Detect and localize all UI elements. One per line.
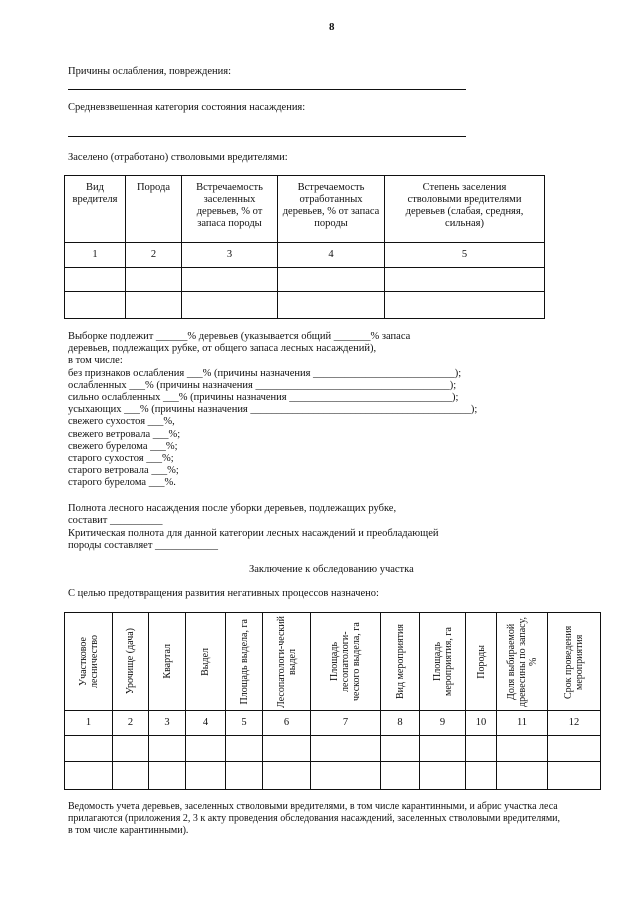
condition-category-label: Средневзвешенная категория состояния насаждения: — [68, 102, 306, 113]
pests-table-cell[interactable] — [278, 292, 385, 319]
measures-table-header-label: Лесопатологи-ческий выдел — [275, 615, 298, 708]
pests-table-col-number: 1 — [65, 243, 126, 268]
page-number: 8 — [329, 21, 335, 33]
measures-table-header-label: Выдел — [200, 647, 211, 676]
pests-table-header: Встречаемость отработанных деревьев, % от запаса породы — [278, 176, 385, 243]
pests-table-header: Степень заселения стволовыми вредителями деревьев (слабая, средняя, сильная) — [385, 176, 545, 243]
pests-table-header-row — [65, 176, 545, 243]
measures-table-header — [548, 613, 601, 711]
measures-table-header-label: Срок проведения мероприятия — [563, 624, 585, 699]
measures-table-col-number: 4 — [186, 711, 226, 736]
measures-table-col-number: 3 — [149, 711, 186, 736]
measures-table-header-label: Площадь мероприятия, га — [431, 627, 454, 696]
pests-table-number-row — [65, 243, 545, 268]
pests-table-col-number: 4 — [278, 243, 385, 268]
pests-table-cell[interactable] — [385, 292, 545, 319]
measures-table-col-number: 12 — [548, 711, 601, 736]
conclusion-title: Заключение к обследованию участка — [249, 564, 414, 575]
measures-table-header — [65, 613, 113, 711]
selection-line: свежего бурелома ___%; — [68, 441, 178, 452]
selection-line: деревьев, подлежащих рубке, от общего запаса лесных насаждений), — [68, 343, 377, 354]
pests-table-row — [65, 292, 545, 319]
selection-line: Выборке подлежит ______% деревьев (указывается общий _______% запаса — [68, 331, 411, 342]
measures-table-col-number: 11 — [497, 711, 548, 736]
measures-table-header — [186, 613, 226, 711]
footer-line: прилагаются (приложения 2, 3 к акту проведения обследования насаждений, заселенных стволовыми вредителями, — [68, 813, 560, 824]
measures-table-col-number: 10 — [466, 711, 497, 736]
measures-table-cell[interactable] — [113, 736, 149, 762]
pests-table-cell[interactable] — [385, 268, 545, 292]
selection-line: ослабленных ___% (причины назначения _____________________________________); — [68, 380, 457, 391]
selection-line: без признаков ослабления ___% (причины назначения ___________________________); — [68, 368, 462, 379]
measures-table-col-number: 2 — [113, 711, 149, 736]
selection-line: в том числе: — [68, 355, 123, 366]
measures-table-cell[interactable] — [263, 762, 311, 790]
measures-table-cell[interactable] — [65, 762, 113, 790]
measures-table-cell[interactable] — [226, 762, 263, 790]
measures-table-cell[interactable] — [420, 736, 466, 762]
measures-table-cell[interactable] — [113, 762, 149, 790]
condition-category-line[interactable] — [68, 136, 466, 137]
measures-table-header-row — [65, 613, 601, 711]
measures-table-cell[interactable] — [548, 762, 601, 790]
measures-table-cell[interactable] — [497, 736, 548, 762]
measures-table-number-row — [65, 711, 601, 736]
measures-table-header — [149, 613, 186, 711]
measures-table-header — [226, 613, 263, 711]
measures-table-header-label: Породы — [475, 644, 487, 679]
measures-table-header-label: Квартал — [161, 644, 173, 679]
pests-table-cell[interactable] — [65, 268, 126, 292]
measures-table-header — [497, 613, 548, 711]
measures-table-cell[interactable] — [263, 736, 311, 762]
pests-table-header: Встречаемость заселенных деревьев, % от запаса породы — [182, 176, 278, 243]
measures-table — [64, 612, 601, 790]
selection-line: старого сухостоя ___%; — [68, 453, 174, 464]
pests-table-col-number: 3 — [182, 243, 278, 268]
measures-table-cell[interactable] — [149, 762, 186, 790]
footer-line: в том числе карантинными). — [68, 825, 189, 836]
measures-table-cell[interactable] — [226, 736, 263, 762]
pests-table-cell[interactable] — [126, 292, 182, 319]
measures-table-header — [420, 613, 466, 711]
pests-table-row — [65, 268, 545, 292]
density-line: составит __________ — [68, 515, 163, 526]
pests-table-col-number: 5 — [385, 243, 545, 268]
measures-table-cell[interactable] — [381, 762, 420, 790]
density-line: Критическая полнота для данной категории лесных насаждений и преобладающей — [68, 528, 439, 539]
pests-table-cell[interactable] — [65, 292, 126, 319]
pests-table-cell[interactable] — [278, 268, 385, 292]
measures-table-col-number: 1 — [65, 711, 113, 736]
measures-table-header — [381, 613, 420, 711]
measures-table-cell[interactable] — [311, 736, 381, 762]
selection-line: усыхающих ___% (причины назначения __________________________________________); — [68, 404, 478, 415]
selection-line: сильно ослабленных ___% (причины назначения _______________________________); — [68, 392, 459, 403]
pests-table-cell[interactable] — [182, 268, 278, 292]
measures-table-cell[interactable] — [65, 736, 113, 762]
measures-table-cell[interactable] — [186, 762, 226, 790]
weakening-reasons-label: Причины ослабления, повреждения: — [68, 66, 232, 77]
measures-table-col-number: 5 — [226, 711, 263, 736]
measures-table-header-label: Доля выбираемой древесины по запасу, % — [505, 616, 539, 707]
measures-table-header — [466, 613, 497, 711]
pests-table-cell[interactable] — [126, 268, 182, 292]
measures-table-cell[interactable] — [466, 736, 497, 762]
measures-table-header-label: Площадь выдела, га — [238, 618, 250, 705]
measures-table-header-label: Участковое лесничество — [77, 635, 100, 688]
density-line: породы составляет ____________ — [68, 540, 219, 551]
measures-table-col-number: 9 — [420, 711, 466, 736]
measures-table-header-label: Вид мероприятия — [394, 624, 406, 699]
measures-table-header-label: Урочище (дача) — [125, 628, 136, 695]
measures-table-cell[interactable] — [548, 736, 601, 762]
pests-table-cell[interactable] — [182, 292, 278, 319]
selection-line: старого бурелома ___%. — [68, 477, 176, 488]
pests-table-header: Порода — [126, 176, 182, 243]
measures-table-cell[interactable] — [149, 736, 186, 762]
measures-table-col-number: 8 — [381, 711, 420, 736]
pests-table — [64, 175, 545, 319]
footer-line: Ведомость учета деревьев, заселенных стволовыми вредителями, в том числе карантинными, и абрис участка леса — [68, 801, 558, 812]
pests-table-header: Вид вредителя — [65, 176, 126, 243]
stem-pests-label: Заселено (отработано) стволовыми вредителями: — [68, 152, 288, 163]
measures-table-header-label: Площадь лесопатологи-ческого выдела, га — [329, 622, 362, 701]
measures-table-cell[interactable] — [466, 762, 497, 790]
measures-table-cell[interactable] — [381, 736, 420, 762]
measures-table-cell[interactable] — [311, 762, 381, 790]
measures-table-cell[interactable] — [420, 762, 466, 790]
measures-table-header — [113, 613, 149, 711]
measures-table-header — [263, 613, 311, 711]
measures-table-cell[interactable] — [186, 736, 226, 762]
selection-line: свежего ветровала ___%; — [68, 429, 181, 440]
measures-table-col-number: 6 — [263, 711, 311, 736]
selection-line: старого ветровала ___%; — [68, 465, 179, 476]
measures-table-row — [65, 736, 601, 762]
measures-table-cell[interactable] — [497, 762, 548, 790]
weakening-reasons-line[interactable] — [68, 89, 466, 90]
conclusion-intro: С целью предотвращения развития негативных процессов назначено: — [68, 588, 379, 599]
measures-table-row — [65, 762, 601, 790]
density-line: Полнота лесного насаждения после уборки деревьев, подлежащих рубке, — [68, 503, 397, 514]
selection-line: свежего сухостоя ___%, — [68, 416, 175, 427]
measures-table-header — [311, 613, 381, 711]
measures-table-col-number: 7 — [311, 711, 381, 736]
pests-table-col-number: 2 — [126, 243, 182, 268]
